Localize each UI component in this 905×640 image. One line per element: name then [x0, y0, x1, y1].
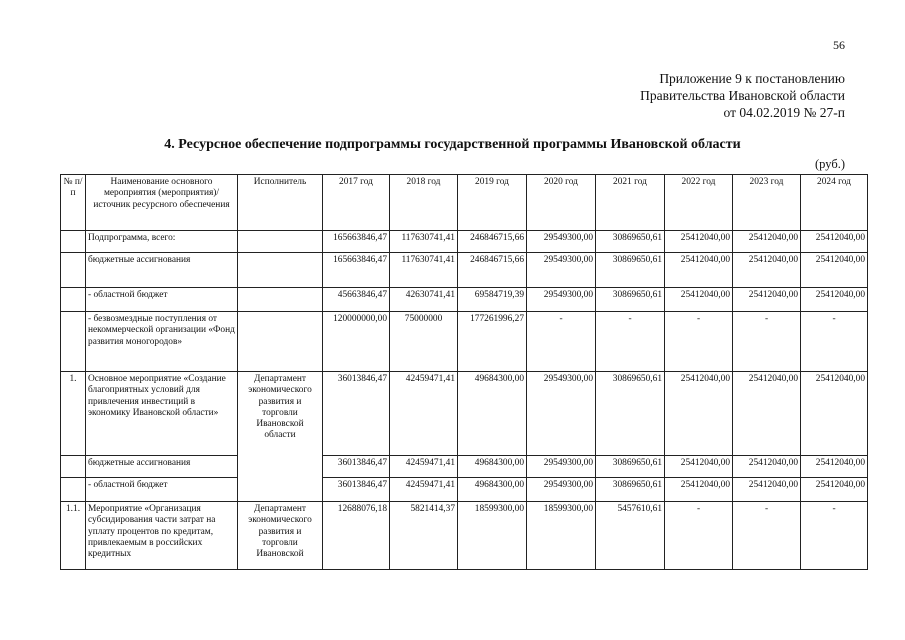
row-executor: Департамент экономического развития и торговли Ивановской	[238, 502, 323, 570]
value-2019: 49684300,00	[458, 456, 527, 478]
value-2022: -	[665, 312, 733, 372]
appendix-line-3: от 04.02.2019 № 27-п	[723, 105, 845, 120]
value-2023: -	[733, 502, 801, 570]
row-name: Основное мероприятие «Создание благоприятных условий для привлечения инвестиций в экономику Ивановской области»	[86, 372, 238, 456]
value-2023: 25412040,00	[733, 372, 801, 456]
value-2019: 18599300,00	[458, 502, 527, 570]
row-name: - областной бюджет	[86, 288, 238, 312]
value-2024: -	[801, 312, 868, 372]
value-2017: 36013846,47	[323, 456, 390, 478]
value-2023: 25412040,00	[733, 456, 801, 478]
table-row	[61, 253, 868, 288]
row-name: Мероприятие «Организация субсидирования части затрат на уплату процентов по кредитам, привлекаемым в российских кредитных	[86, 502, 238, 570]
value-2021: -	[596, 312, 665, 372]
row-name: - безвозмездные поступления от некоммерческой организации «Фонд развития моногородов»	[86, 312, 238, 372]
header-num: № п/п	[61, 175, 86, 231]
appendix-header	[640, 70, 845, 121]
value-2022: 25412040,00	[665, 253, 733, 288]
header-2021: 2021 год	[596, 175, 665, 231]
value-2018: 42459471,41	[390, 478, 458, 502]
currency-unit: (руб.)	[815, 157, 845, 171]
value-2024: -	[801, 502, 868, 570]
header-2020: 2020 год	[527, 175, 596, 231]
value-2023: -	[733, 312, 801, 372]
value-2024: 25412040,00	[801, 478, 868, 502]
value-2021: 30869650,61	[596, 456, 665, 478]
value-2017: 12688076,18	[323, 502, 390, 570]
header-executor: Исполнитель	[238, 175, 323, 231]
value-2018: 42630741,41	[390, 288, 458, 312]
value-2019: 49684300,00	[458, 478, 527, 502]
value-2022: 25412040,00	[665, 231, 733, 253]
value-2024: 25412040,00	[801, 231, 868, 253]
value-2024: 25412040,00	[801, 253, 868, 288]
value-2019: 69584719,39	[458, 288, 527, 312]
table-row	[61, 312, 868, 372]
value-2022: -	[665, 502, 733, 570]
value-2020: 29549300,00	[527, 372, 596, 456]
value-2018: 117630741,41	[390, 253, 458, 288]
value-2024: 25412040,00	[801, 372, 868, 456]
page-number: 56	[833, 38, 845, 52]
value-2017: 36013846,47	[323, 478, 390, 502]
header-2019: 2019 год	[458, 175, 527, 231]
table-row	[61, 456, 868, 478]
value-2021: 30869650,61	[596, 231, 665, 253]
header-2022: 2022 год	[665, 175, 733, 231]
header-2023: 2023 год	[733, 175, 801, 231]
header-name: Наименование основного мероприятия (мероприятия)/источник ресурсного обеспечения	[86, 175, 238, 231]
row-num	[61, 288, 86, 312]
value-2018: 5821414,37	[390, 502, 458, 570]
value-2018: 75000000	[390, 312, 458, 372]
row-num	[61, 456, 86, 478]
value-2017: 45663846,47	[323, 288, 390, 312]
value-2020: 29549300,00	[527, 253, 596, 288]
value-2020: 29549300,00	[527, 478, 596, 502]
row-num	[61, 253, 86, 288]
row-num: 1.1.	[61, 502, 86, 570]
appendix-line-1: Приложение 9 к постановлению	[659, 71, 845, 86]
row-num: 1.	[61, 372, 86, 456]
row-num	[61, 478, 86, 502]
value-2021: 30869650,61	[596, 478, 665, 502]
table-header-row	[61, 175, 868, 231]
value-2019: 49684300,00	[458, 372, 527, 456]
value-2024: 25412040,00	[801, 456, 868, 478]
value-2020: 29549300,00	[527, 288, 596, 312]
value-2021: 5457610,61	[596, 502, 665, 570]
value-2017: 165663846,47	[323, 231, 390, 253]
row-executor	[238, 288, 323, 312]
value-2023: 25412040,00	[733, 288, 801, 312]
table-row	[61, 478, 868, 502]
resource-table	[60, 174, 868, 570]
value-2018: 117630741,41	[390, 231, 458, 253]
row-name: Подпрограмма, всего:	[86, 231, 238, 253]
value-2023: 25412040,00	[733, 478, 801, 502]
value-2019: 177261996,27	[458, 312, 527, 372]
row-name: бюджетные ассигнования	[86, 253, 238, 288]
value-2019: 246846715,66	[458, 231, 527, 253]
value-2020: 29549300,00	[527, 456, 596, 478]
row-executor	[238, 231, 323, 253]
value-2019: 246846715,66	[458, 253, 527, 288]
table-row	[61, 288, 868, 312]
value-2018: 42459471,41	[390, 372, 458, 456]
value-2022: 25412040,00	[665, 478, 733, 502]
row-num	[61, 231, 86, 253]
value-2017: 165663846,47	[323, 253, 390, 288]
value-2021: 30869650,61	[596, 288, 665, 312]
value-2022: 25412040,00	[665, 456, 733, 478]
row-name: - областной бюджет	[86, 478, 238, 502]
value-2020: -	[527, 312, 596, 372]
header-2018: 2018 год	[390, 175, 458, 231]
value-2017: 36013846,47	[323, 372, 390, 456]
value-2021: 30869650,61	[596, 372, 665, 456]
value-2024: 25412040,00	[801, 288, 868, 312]
value-2022: 25412040,00	[665, 372, 733, 456]
value-2023: 25412040,00	[733, 231, 801, 253]
value-2021: 30869650,61	[596, 253, 665, 288]
row-executor	[238, 253, 323, 288]
row-executor	[238, 312, 323, 372]
table-row	[61, 231, 868, 253]
value-2022: 25412040,00	[665, 288, 733, 312]
row-name: бюджетные ассигнования	[86, 456, 238, 478]
header-2024: 2024 год	[801, 175, 868, 231]
table-row	[61, 502, 868, 570]
value-2018: 42459471,41	[390, 456, 458, 478]
appendix-line-2: Правительства Ивановской области	[640, 88, 845, 103]
value-2020: 18599300,00	[527, 502, 596, 570]
value-2020: 29549300,00	[527, 231, 596, 253]
document-title: 4. Ресурсное обеспечение подпрограммы государственной программы Ивановской области	[164, 137, 741, 152]
value-2017: 120000000,00	[323, 312, 390, 372]
header-2017: 2017 год	[323, 175, 390, 231]
row-executor: Департамент экономического развития и торговли Ивановской области	[238, 372, 323, 502]
table-row	[61, 372, 868, 456]
value-2023: 25412040,00	[733, 253, 801, 288]
row-num	[61, 312, 86, 372]
